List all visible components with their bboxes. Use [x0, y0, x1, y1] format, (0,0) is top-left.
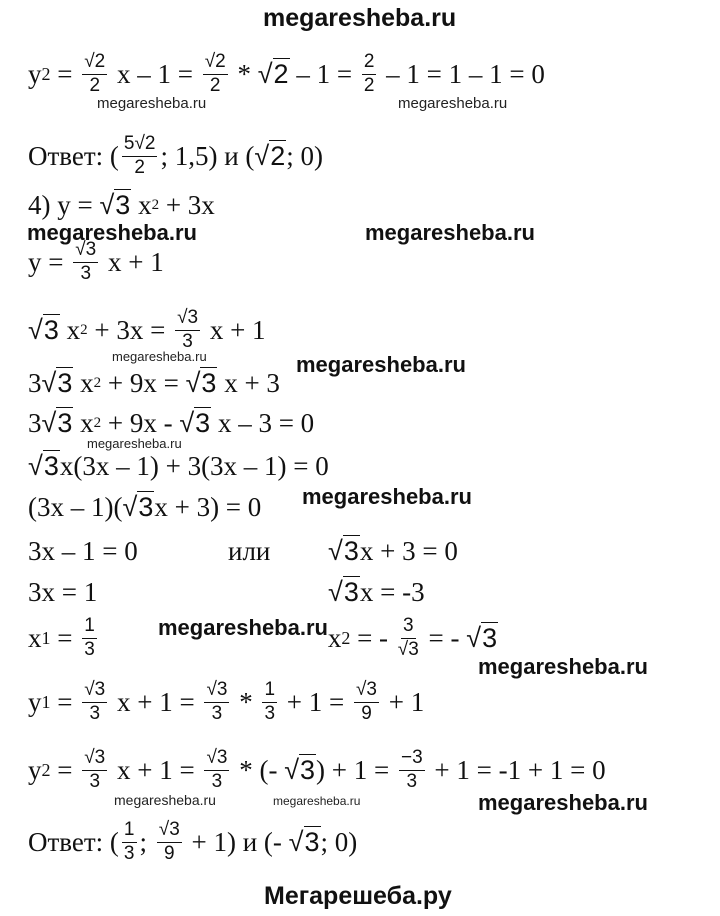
watermark-bold: megaresheba.ru [478, 790, 648, 815]
text: x – 1 = [110, 58, 200, 89]
superscript: 2 [93, 375, 102, 391]
fraction [82, 748, 107, 793]
radicand: 3 [43, 451, 59, 481]
watermark-bold: megaresheba.ru [27, 220, 197, 245]
numerator: √3 [82, 680, 107, 703]
line-step-9 [28, 494, 261, 521]
text: * (- [232, 754, 285, 785]
text: + 3x [159, 190, 215, 220]
text: x + 3) = 0 [154, 492, 262, 522]
denominator: 2 [134, 156, 145, 178]
line-step-8 [28, 453, 329, 480]
text: x [73, 408, 94, 438]
text: 3x = 1 [28, 577, 98, 607]
watermark-bold: megaresheba.ru [478, 654, 648, 679]
text: = - [350, 622, 395, 653]
radicand: 3 [304, 826, 320, 857]
sqrt [328, 538, 360, 565]
header-site-name: megaresheba.ru [263, 4, 457, 32]
fraction [82, 680, 107, 725]
numerator: √2 [82, 52, 107, 75]
radical-sign: √ [28, 314, 43, 345]
fraction [122, 134, 158, 179]
text: ; [139, 826, 154, 857]
watermark-small: megaresheba.ru [273, 794, 361, 808]
text: 3 [28, 368, 42, 398]
fraction [175, 308, 200, 353]
denominator: 2 [363, 74, 375, 96]
denominator: 3 [264, 702, 276, 724]
denominator: 3 [80, 262, 92, 284]
fraction [362, 52, 377, 97]
numerator: √3 [157, 820, 182, 843]
numerator: √2 [203, 52, 228, 75]
fraction [399, 748, 425, 793]
subscript: 1 [41, 628, 51, 649]
line-answer-2 [28, 820, 357, 865]
text: 3 [28, 408, 42, 438]
text: = [50, 754, 80, 785]
text: x + 1 [101, 246, 164, 277]
sqrt [179, 410, 211, 437]
line-y1 [28, 680, 424, 725]
watermark-small: megaresheba.ru [398, 95, 508, 112]
radical-sign: √ [466, 622, 482, 653]
text: x(3x – 1) + 3(3x – 1) = 0 [59, 451, 329, 481]
text: * [232, 686, 260, 717]
text: x + 1 [203, 314, 266, 345]
line-step-11 [28, 579, 708, 606]
radicand: 2 [270, 140, 286, 171]
text: x = -3 [359, 577, 425, 607]
radical-sign: √ [288, 826, 304, 857]
watermark-bold: megaresheba.ru [302, 484, 472, 509]
numerator: √3 [204, 748, 229, 771]
fraction [157, 820, 182, 865]
text: * [230, 58, 258, 89]
denominator: 3 [89, 770, 101, 792]
numerator: √3 [204, 680, 229, 703]
text: 3x – 1 = 0 [28, 536, 138, 566]
denominator: 3 [182, 330, 193, 352]
sqrt [99, 192, 131, 219]
superscript: 2 [151, 197, 160, 213]
numerator: √3 [73, 240, 98, 263]
text: x + 1 = [110, 686, 202, 717]
text: x + 1 = [110, 754, 202, 785]
subscript: 1 [41, 692, 51, 713]
numerator: √3 [175, 308, 200, 331]
watermark-bold: megaresheba.ru [158, 615, 328, 640]
text: x [28, 622, 42, 653]
sqrt [257, 58, 290, 89]
radicand: 3 [343, 577, 359, 607]
radicand: 2 [273, 58, 289, 89]
text: или [228, 536, 271, 566]
radical-sign: √ [257, 58, 273, 89]
text: y [28, 58, 42, 89]
text: x [59, 314, 81, 345]
line-y2-sqrt3 [28, 748, 606, 793]
superscript: 2 [80, 321, 88, 338]
text: ; 0) [286, 140, 324, 171]
text: y [28, 686, 42, 717]
line-step-6 [28, 370, 280, 397]
sqrt [466, 622, 498, 653]
fraction [203, 52, 228, 97]
subscript: 2 [41, 64, 51, 85]
sqrt [254, 140, 286, 171]
numerator: 1 [82, 616, 97, 639]
denominator: 3 [123, 842, 135, 864]
text: + 1 [382, 686, 425, 717]
radicand: 3 [195, 408, 211, 438]
text: y = [28, 246, 71, 277]
text: = [50, 622, 80, 653]
sqrt [122, 494, 154, 521]
denominator: 3 [406, 770, 418, 792]
denominator: 3 [84, 638, 95, 660]
text: ) + 1 = [316, 754, 396, 785]
text: + 1 = -1 + 1 = 0 [427, 754, 606, 785]
text: ; 0) [320, 826, 358, 857]
watermark-small: megaresheba.ru [97, 95, 207, 112]
text: + 9x = [101, 368, 186, 398]
line-roots [28, 616, 708, 661]
fraction [398, 616, 419, 661]
text: x [73, 368, 94, 398]
text: + 9x - [101, 408, 180, 438]
sqrt [288, 826, 321, 857]
text: x + 3 [217, 368, 280, 398]
fraction [122, 820, 137, 865]
watermark-bold: megaresheba.ru [296, 352, 466, 377]
footer-site-name: Мегарешеба.ру [264, 882, 452, 910]
line-task-4 [28, 192, 215, 219]
text: – 1 = [289, 58, 359, 89]
radical-sign: √ [328, 577, 343, 607]
radical-sign: √ [284, 754, 300, 785]
text: x – 3 = 0 [211, 408, 315, 438]
radicand: 3 [482, 622, 498, 653]
radicand: 3 [43, 314, 59, 345]
text: x + 3 = 0 [359, 536, 458, 566]
radical-sign: √ [254, 140, 270, 171]
numerator: 3 [401, 616, 416, 639]
denominator: 9 [361, 702, 372, 724]
text: (3x – 1)( [28, 492, 123, 522]
line-linear [28, 240, 164, 285]
fraction [204, 680, 229, 725]
radical-sign: √ [179, 408, 195, 438]
line-step-7 [28, 410, 314, 437]
radicand: 3 [343, 536, 359, 566]
denominator: 3 [89, 702, 101, 724]
denominator: 9 [163, 842, 175, 864]
text: – 1 = 1 – 1 = 0 [379, 58, 545, 89]
radical-sign: √ [41, 408, 57, 438]
subscript: 2 [341, 628, 351, 649]
radical-sign: √ [41, 368, 57, 398]
numerator: √3 [354, 680, 379, 703]
numerator: 2 [362, 52, 377, 75]
denominator: 3 [211, 770, 223, 792]
numerator: 1 [122, 820, 137, 843]
radical-sign: √ [99, 190, 115, 220]
text: = [50, 58, 80, 89]
text: 4) y = [28, 190, 100, 220]
radical-sign: √ [185, 368, 201, 398]
sqrt [328, 579, 360, 606]
text: = - [421, 622, 467, 653]
sqrt [28, 314, 60, 345]
fraction [82, 52, 107, 97]
watermark-bold: megaresheba.ru [365, 220, 535, 245]
text: + 1 = [280, 686, 351, 717]
radical-sign: √ [328, 536, 343, 566]
numerator: −3 [399, 748, 425, 771]
fraction [73, 240, 98, 285]
text: + 1) и (- [184, 826, 289, 857]
fraction [262, 680, 277, 725]
line-step-10 [28, 538, 708, 565]
watermark-small: megaresheba.ru [87, 436, 182, 451]
sqrt [42, 370, 74, 397]
radical-sign: √ [28, 451, 43, 481]
numerator: 5√2 [122, 134, 158, 157]
radicand: 3 [138, 492, 154, 522]
fraction [82, 616, 97, 661]
text: y [28, 754, 42, 785]
superscript: 2 [93, 415, 102, 431]
denominator: 2 [209, 74, 221, 96]
sqrt [28, 453, 60, 480]
denominator: √3 [397, 638, 419, 660]
radicand: 3 [57, 368, 73, 398]
line-answer-1 [28, 134, 323, 179]
watermark-small: megaresheba.ru [112, 349, 207, 364]
fraction [354, 680, 379, 725]
subscript: 2 [41, 760, 51, 781]
numerator: 1 [262, 680, 277, 703]
text: x [327, 622, 342, 653]
text: Ответ: ( [28, 826, 119, 857]
fraction [204, 748, 229, 793]
radicand: 3 [57, 408, 73, 438]
text: ; 1,5) и ( [160, 140, 255, 171]
sqrt [284, 754, 316, 785]
text: Ответ: ( [28, 140, 119, 171]
radicand: 3 [115, 190, 131, 220]
radicand: 3 [201, 368, 217, 398]
text: + 3x = [87, 314, 173, 345]
text: x [131, 190, 152, 220]
radical-sign: √ [122, 492, 138, 522]
denominator: 3 [211, 702, 223, 724]
text: = [50, 686, 80, 717]
denominator: 2 [89, 74, 101, 96]
sqrt [186, 370, 218, 397]
sqrt [42, 410, 74, 437]
numerator: √3 [82, 748, 107, 771]
line-y2-sqrt2 [28, 52, 545, 97]
radicand: 3 [300, 754, 316, 785]
watermark-small: megaresheba.ru [114, 792, 216, 808]
line-equation [28, 308, 266, 353]
